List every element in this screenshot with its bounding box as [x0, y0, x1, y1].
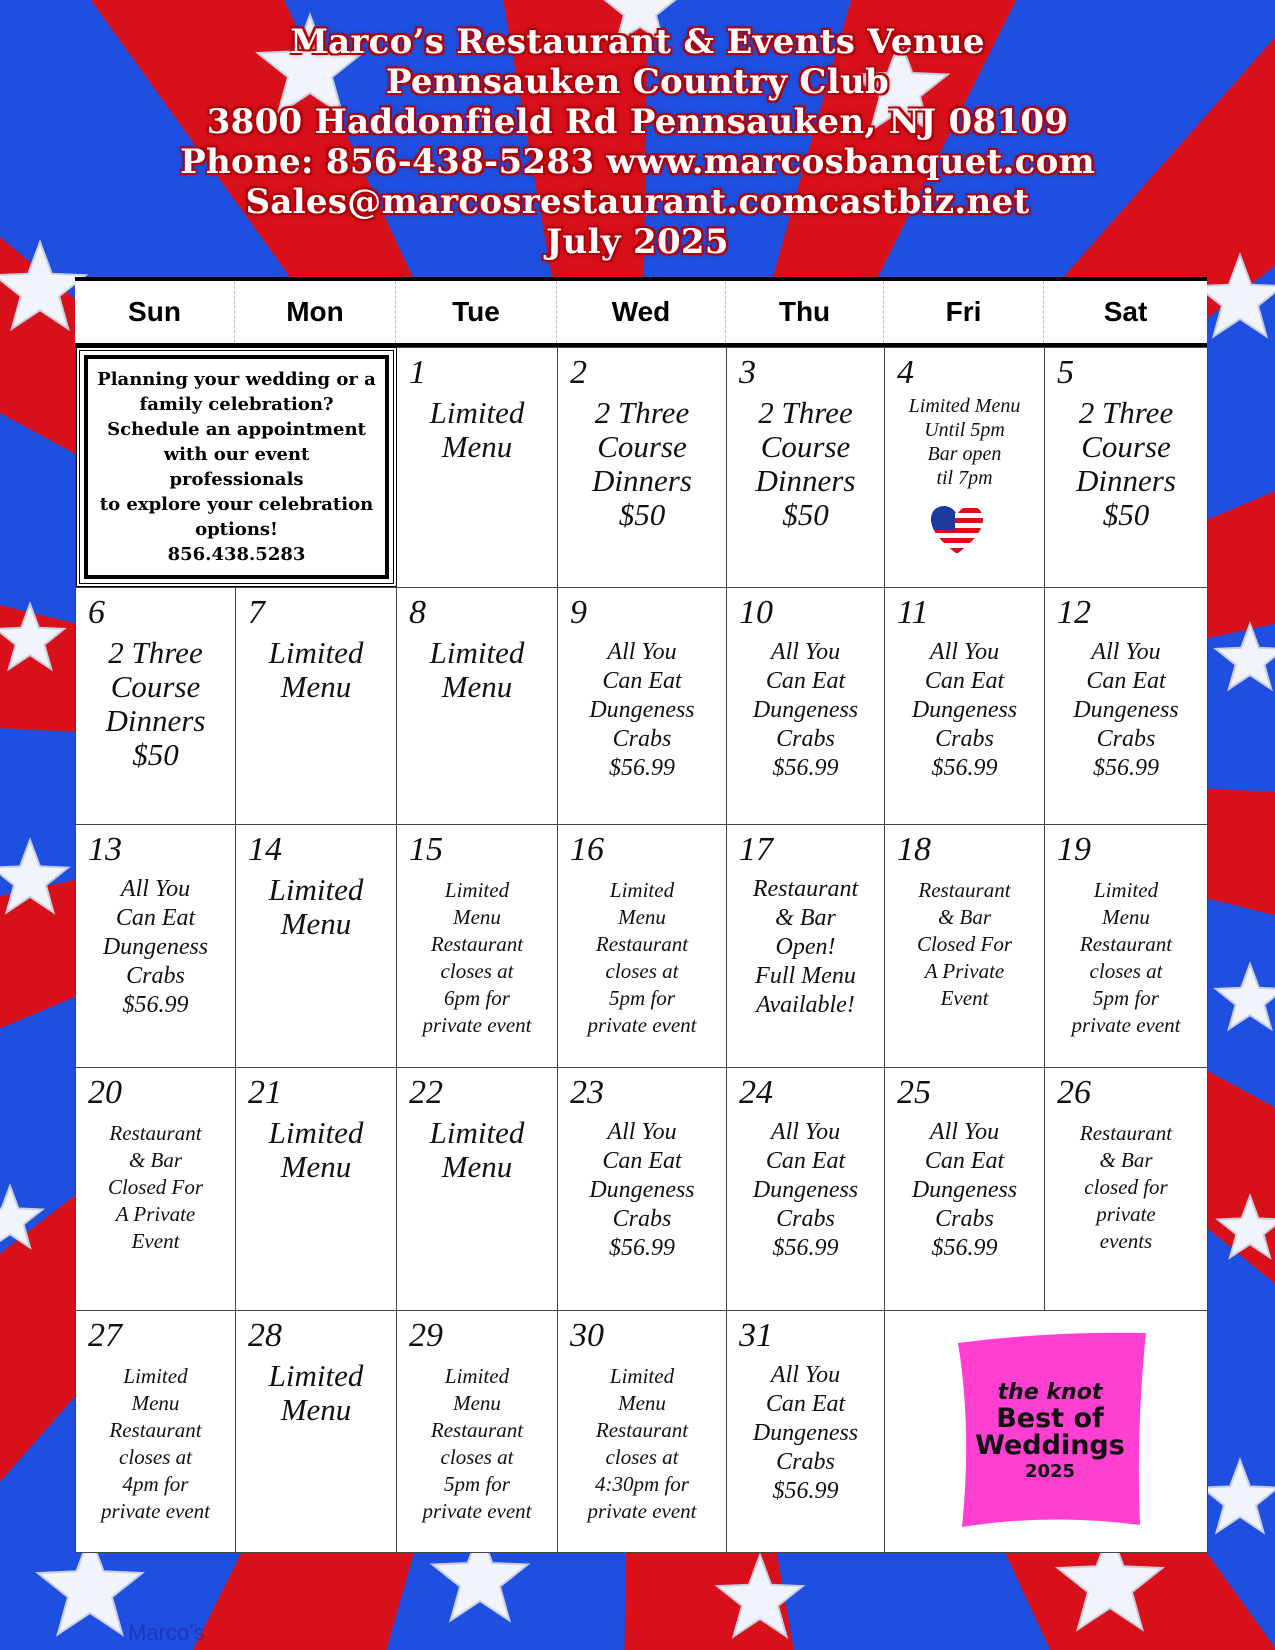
day-event [1047, 1120, 1205, 1255]
day-number: 12 [1057, 594, 1091, 631]
day-number: 20 [88, 1074, 122, 1111]
day-cell [236, 1067, 397, 1310]
day-number: 26 [1057, 1074, 1091, 1111]
promo-line: options! [195, 519, 278, 540]
knot-title-2: Weddings [975, 1430, 1125, 1461]
event-line: Limited [1093, 878, 1159, 902]
wedding-promo-box [76, 347, 397, 587]
event-line: Limited [123, 1364, 188, 1388]
event-line: Limited Menu [908, 395, 1021, 417]
event-line: $56.99 [609, 755, 675, 781]
day-event [560, 396, 724, 532]
venue-address: 3800 Haddonfield Rd Pennsauken, NJ 08109 [206, 102, 1069, 142]
day-event [1047, 638, 1205, 783]
day-event [1047, 396, 1205, 532]
day-cell [76, 1310, 236, 1552]
day-cell [1045, 824, 1208, 1067]
event-line: Can Eat [602, 668, 682, 694]
day-event [399, 636, 555, 704]
event-line: Full Menu [755, 963, 856, 989]
event-line: Limited [609, 1364, 675, 1388]
event-line: Available! [756, 992, 855, 1018]
day-cell [236, 824, 397, 1067]
event-line: $56.99 [609, 1235, 675, 1261]
event-line: Can Eat [765, 1391, 846, 1417]
day-number: 11 [897, 594, 929, 631]
event-line: private event [422, 1013, 532, 1037]
day-cell [727, 587, 885, 824]
event-line: Restaurant [109, 1121, 202, 1145]
promo-line: to explore your celebration [99, 494, 374, 515]
event-line: Restaurant [752, 876, 859, 902]
event-line: Crabs [612, 726, 672, 752]
event-line: Dungeness [752, 1177, 859, 1203]
footer-text: Marco’s [128, 1620, 205, 1645]
venue-name: Marco’s Restaurant & Events Venue [290, 22, 985, 62]
event-line: $50 [1102, 497, 1150, 532]
day-number: 4 [897, 354, 914, 391]
day-cell [558, 347, 727, 587]
day-number: 29 [409, 1317, 443, 1354]
event-line: Dinners [592, 463, 692, 498]
day-cell [76, 824, 236, 1067]
day-event [1047, 877, 1205, 1039]
event-line: $56.99 [772, 755, 839, 781]
event-line: Limited [268, 1115, 364, 1150]
day-cell [727, 347, 885, 587]
day-cell [885, 1067, 1045, 1310]
day-number: 2 [570, 354, 587, 391]
event-line: A Private [115, 1202, 196, 1226]
day-number: 16 [570, 831, 604, 868]
promo-line: 856.438.5283 [167, 544, 306, 565]
event-line: Dungeness [589, 1177, 695, 1203]
event-line: til 7pm [936, 467, 993, 489]
event-line: closes at [605, 959, 679, 983]
event-line: All You [929, 1119, 1000, 1145]
day-event [560, 638, 724, 783]
day-number: 13 [88, 831, 122, 868]
day-event [729, 1361, 882, 1506]
event-line: closes at [605, 1445, 679, 1469]
event-line: Limited [268, 635, 364, 670]
event-line: Menu [618, 905, 666, 929]
event-line: 2 Three [594, 395, 690, 430]
day-number: 8 [409, 594, 426, 631]
day-cell [558, 587, 727, 824]
event-line: Menu [280, 1392, 352, 1427]
day-event [729, 875, 882, 1020]
day-cell [558, 824, 727, 1067]
day-number: 25 [897, 1074, 931, 1111]
day-event [238, 1116, 394, 1184]
event-line: Dungeness [752, 1420, 859, 1446]
event-line: All You [607, 639, 677, 665]
day-event [238, 873, 394, 941]
event-line: Restaurant [1079, 932, 1173, 956]
day-number: 24 [739, 1074, 773, 1111]
event-line: Crabs [1096, 726, 1156, 752]
day-number: 18 [897, 831, 931, 868]
event-line: & Bar [775, 905, 836, 931]
day-cell [1045, 1067, 1208, 1310]
knot-brand: the knot [997, 1380, 1103, 1405]
event-line: Can Eat [765, 1148, 846, 1174]
day-event [887, 394, 1042, 490]
promo-line: Planning your wedding or a [97, 369, 376, 390]
knot-award-cell [885, 1310, 1208, 1552]
event-line: Crabs [612, 1206, 672, 1232]
day-event [560, 877, 724, 1039]
event-line: Dungeness [752, 697, 859, 723]
day-event [887, 1118, 1042, 1263]
event-line: Menu [280, 906, 352, 941]
event-line: $56.99 [931, 1235, 998, 1261]
event-line: Can Eat [602, 1148, 682, 1174]
event-line: Closed For [107, 1175, 204, 1199]
event-line: Restaurant [430, 932, 524, 956]
knot-award-text [950, 1381, 1150, 1483]
event-line: Closed For [916, 932, 1013, 956]
event-line: Can Eat [924, 668, 1005, 694]
event-line: Limited [444, 1364, 510, 1388]
event-line: private [1096, 1202, 1156, 1226]
flag-heart-icon [929, 504, 985, 556]
event-line: Dinners [105, 703, 206, 738]
promo-line: Schedule an appointment [107, 419, 366, 440]
day-event [887, 638, 1042, 783]
day-cell [885, 824, 1045, 1067]
event-line: Crabs [776, 726, 835, 752]
event-line: 4pm for [122, 1472, 189, 1496]
event-line: Menu [280, 669, 352, 704]
day-cell [236, 587, 397, 824]
event-line: Menu [441, 429, 513, 464]
promo-text [97, 367, 377, 567]
event-line: Can Eat [765, 668, 846, 694]
day-event [78, 1120, 233, 1255]
event-line: $56.99 [772, 1235, 839, 1261]
day-cell [727, 824, 885, 1067]
event-line: closed for [1084, 1175, 1168, 1199]
day-number: 27 [88, 1317, 122, 1354]
venue-location: Pennsauken Country Club [385, 62, 890, 102]
event-line: Can Eat [115, 905, 196, 931]
event-line: $56.99 [931, 755, 998, 781]
event-line: private event [1071, 1013, 1181, 1037]
event-line: 5pm for [1093, 986, 1159, 1010]
calendar-grid [75, 347, 1207, 1553]
event-line: 4:30pm for [595, 1472, 689, 1496]
day-cell [558, 1067, 727, 1310]
event-line: Menu [453, 1391, 501, 1415]
day-number: 9 [570, 594, 587, 631]
event-line: All You [120, 876, 191, 902]
day-event [729, 396, 882, 532]
event-line: Dinners [755, 463, 856, 498]
event-line: events [1099, 1229, 1153, 1253]
promo-line: family celebration? [139, 394, 334, 415]
event-line: $56.99 [772, 1478, 839, 1504]
event-line: Restaurant [918, 878, 1011, 902]
day-cell [885, 587, 1045, 824]
event-line: Can Eat [924, 1148, 1005, 1174]
day-number: 22 [409, 1074, 443, 1111]
event-line: private event [587, 1013, 697, 1037]
event-line: Dinners [1076, 463, 1176, 498]
day-number: 17 [739, 831, 773, 868]
event-line: closes at [1089, 959, 1163, 983]
event-line: Dungeness [911, 697, 1018, 723]
event-line: Course [597, 429, 687, 464]
event-line: Crabs [776, 1206, 835, 1232]
knot-year: 2025 [1024, 1461, 1076, 1482]
day-event [399, 877, 555, 1039]
weekday-tue: Tue [396, 281, 557, 343]
day-event [729, 638, 882, 783]
event-line: All You [770, 639, 841, 665]
event-line: private event [587, 1499, 697, 1523]
event-line: Crabs [126, 963, 185, 989]
day-cell [236, 1310, 397, 1552]
event-line: Limited [268, 1358, 364, 1393]
day-cell [397, 1067, 558, 1310]
event-line: Course [1081, 429, 1171, 464]
event-line: Menu [1102, 905, 1150, 929]
event-line: Restaurant [595, 932, 689, 956]
event-line: 2 Three [108, 635, 203, 670]
event-line: Limited [268, 872, 364, 907]
event-line: Can Eat [1086, 668, 1166, 694]
venue-email: Sales@marcosrestaurant.comcastbiz.net [245, 182, 1030, 222]
event-line: 5pm for [609, 986, 675, 1010]
day-number: 31 [739, 1317, 773, 1354]
event-line: Limited [429, 635, 525, 670]
event-line: Until 5pm [924, 419, 1005, 441]
event-line: $50 [782, 497, 829, 532]
day-number: 30 [570, 1317, 604, 1354]
event-line: All You [929, 639, 1000, 665]
calendar [75, 277, 1207, 1553]
event-line: Course [110, 669, 201, 704]
day-cell [76, 587, 236, 824]
day-number: 23 [570, 1074, 604, 1111]
day-event [238, 636, 394, 704]
venue-phone-website: Phone: 856-438-5283 www.marcosbanquet.com [180, 142, 1095, 182]
day-cell [885, 347, 1045, 587]
weekday-wed: Wed [557, 281, 726, 343]
day-cell [727, 1067, 885, 1310]
event-line: Bar open [927, 443, 1002, 465]
day-event [238, 1359, 394, 1427]
event-line: Menu [131, 1391, 180, 1415]
knot-title-1: Best of [996, 1403, 1104, 1434]
event-line: Limited [429, 395, 525, 430]
event-line: Crabs [935, 726, 994, 752]
event-line: Open! [775, 934, 836, 960]
day-event [729, 1118, 882, 1263]
event-line: Dungeness [589, 697, 695, 723]
event-line: Event [940, 986, 989, 1010]
day-event [78, 1363, 233, 1525]
event-line: Crabs [935, 1206, 994, 1232]
day-number: 3 [739, 354, 756, 391]
day-number: 15 [409, 831, 443, 868]
day-cell [76, 1067, 236, 1310]
event-line: 2 Three [758, 395, 853, 430]
event-line: Dungeness [911, 1177, 1018, 1203]
weekday-thu: Thu [726, 281, 884, 343]
event-line: All You [607, 1119, 677, 1145]
weekday-sat: Sat [1103, 296, 1148, 327]
event-line: closes at [440, 1445, 514, 1469]
day-event [78, 875, 233, 1020]
event-line: 5pm for [444, 1472, 510, 1496]
day-cell [397, 347, 558, 587]
day-number: 19 [1057, 831, 1091, 868]
event-line: 2 Three [1078, 395, 1174, 430]
event-line: Restaurant [430, 1418, 524, 1442]
event-line: $56.99 [1093, 755, 1159, 781]
day-number: 7 [248, 594, 265, 631]
day-number: 1 [409, 354, 426, 391]
day-number: 6 [88, 594, 105, 631]
event-line: $56.99 [122, 992, 189, 1018]
event-line: Menu [453, 905, 501, 929]
venue-header [0, 22, 1275, 262]
day-event [399, 396, 555, 464]
event-line: Restaurant [109, 1418, 202, 1442]
day-event [399, 1116, 555, 1184]
event-line: Event [131, 1229, 180, 1253]
day-cell [727, 1310, 885, 1552]
event-line: & Bar [128, 1148, 183, 1172]
event-line: & Bar [937, 905, 992, 929]
event-line: Limited [444, 878, 510, 902]
day-cell [558, 1310, 727, 1552]
day-event [887, 877, 1042, 1012]
calendar-month: July 2025 [546, 222, 729, 262]
event-line: 6pm for [444, 986, 510, 1010]
event-line: closes at [119, 1445, 192, 1469]
event-line: Restaurant [1079, 1121, 1173, 1145]
event-line: Menu [280, 1149, 352, 1184]
weekday-sun: Sun [75, 281, 235, 343]
event-line: & Bar [1099, 1148, 1153, 1172]
event-line: Course [760, 429, 851, 464]
event-line: $50 [132, 737, 179, 772]
event-line: Dungeness [1073, 697, 1179, 723]
event-line: Menu [618, 1391, 666, 1415]
day-cell [397, 587, 558, 824]
day-cell [397, 1310, 558, 1552]
day-event [560, 1118, 724, 1263]
event-line: closes at [440, 959, 514, 983]
event-line: Limited [609, 878, 675, 902]
event-line: private event [422, 1499, 532, 1523]
day-cell [397, 824, 558, 1067]
day-number: 14 [248, 831, 282, 868]
event-line: All You [770, 1362, 841, 1388]
day-number: 28 [248, 1317, 282, 1354]
event-line: All You [770, 1119, 841, 1145]
event-line: A Private [924, 959, 1005, 983]
weekday-header-row [75, 277, 1207, 347]
event-line: Menu [441, 669, 513, 704]
day-number: 10 [739, 594, 773, 631]
day-number: 21 [248, 1074, 282, 1111]
day-event [560, 1363, 724, 1525]
day-cell [1045, 347, 1208, 587]
day-event [78, 636, 233, 772]
event-line: All You [1091, 639, 1161, 665]
event-line: $50 [618, 497, 666, 532]
event-line: Restaurant [595, 1418, 689, 1442]
event-line: Limited [429, 1115, 525, 1150]
event-line: Menu [441, 1149, 513, 1184]
weekday-mon: Mon [235, 281, 396, 343]
day-number: 5 [1057, 354, 1074, 391]
weekday-fri: Fri [884, 281, 1044, 343]
event-line: Crabs [776, 1449, 835, 1475]
promo-line: with our event professionals [163, 444, 310, 490]
event-line: private event [100, 1499, 211, 1523]
event-line: Dungeness [102, 934, 209, 960]
day-cell [1045, 587, 1208, 824]
day-event [399, 1363, 555, 1525]
